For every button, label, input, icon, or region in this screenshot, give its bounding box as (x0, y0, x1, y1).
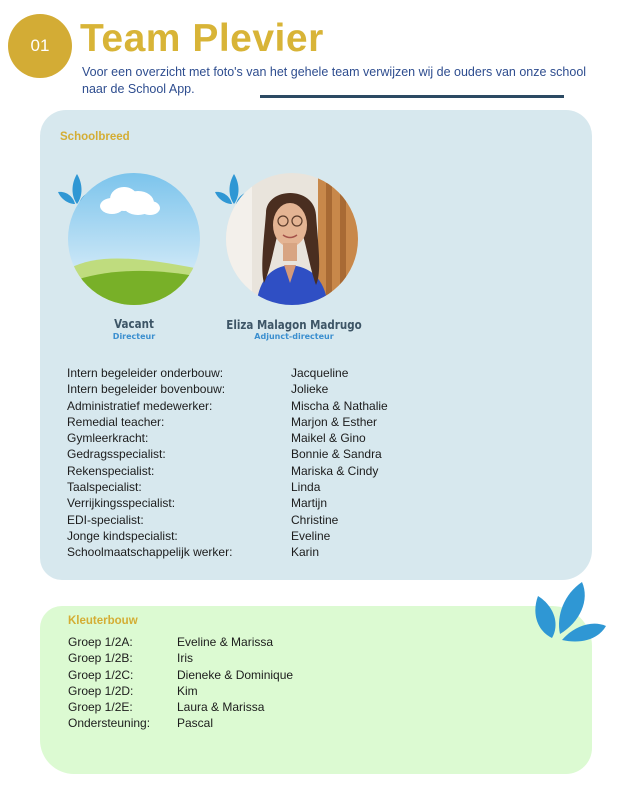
kleuterbouw-heading: Kleuterbouw (68, 615, 138, 627)
list-item (68, 683, 293, 699)
role-label: Remedial teacher: (67, 414, 165, 429)
group-names: Kim (177, 683, 198, 698)
title-underline (260, 95, 564, 98)
role-label: Verrijkingsspecialist: (67, 496, 176, 511)
group-label: Groep 1/2C: (68, 667, 134, 682)
role-list (67, 365, 388, 561)
role-label: Gedragsspecialist: (67, 447, 166, 462)
role-names: Eveline (291, 528, 331, 543)
role-label: Jonge kindspecialist: (67, 528, 178, 543)
role-names: Mariska & Cindy (291, 463, 379, 478)
role-label: Intern begeleider bovenbouw: (67, 382, 226, 397)
role-names: Marjon & Esther (291, 414, 378, 429)
section-number: 01 (30, 36, 50, 55)
role-names: Linda (291, 480, 321, 495)
list-item (67, 463, 388, 479)
person-role-directeur: Directeur (112, 332, 156, 341)
list-item (68, 699, 293, 715)
group-names: Iris (177, 651, 193, 666)
role-names: Bonnie & Sandra (291, 447, 382, 462)
group-label: Groep 1/2B: (68, 651, 133, 666)
leaf-cluster-icon (532, 578, 608, 644)
role-label: Taalspecialist: (67, 480, 142, 495)
role-names: Jacqueline (291, 366, 349, 380)
person-role-adjunct-director: Adjunct-directeur (254, 332, 334, 341)
role-names: Mischa & Nathalie (291, 398, 388, 413)
list-item (67, 512, 388, 528)
group-names: Pascal (177, 716, 214, 731)
group-list (68, 634, 293, 732)
group-label: Groep 1/2A: (68, 635, 133, 649)
list-item (67, 381, 388, 397)
group-names: Eveline & Marissa (177, 635, 274, 649)
list-item (68, 667, 293, 683)
group-label: Ondersteuning: (68, 716, 151, 731)
role-names: Karin (291, 545, 320, 560)
list-item (68, 715, 293, 731)
role-names: Maikel & Gino (291, 431, 366, 446)
list-item (67, 414, 388, 430)
group-names: Dieneke & Dominique (177, 667, 294, 682)
list-item (67, 528, 388, 544)
group-label: Groep 1/2D: (68, 683, 134, 698)
role-label: EDI-specialist: (67, 512, 144, 527)
page-title: Team Plevier (80, 17, 324, 60)
role-names: Martijn (291, 496, 328, 511)
person-name-adjunct-director: Eliza Malagon Madrugo (226, 318, 362, 332)
role-label: Schoolmaatschappelijk werker: (67, 545, 233, 560)
role-label: Rekenspecialist: (67, 463, 155, 478)
role-names: Jolieke (291, 382, 329, 397)
list-item (67, 495, 388, 511)
schoolbreed-heading: Schoolbreed (60, 131, 130, 143)
person-name-directeur: Vacant (114, 317, 154, 331)
intro-text: Voor een overzicht met foto's van het gehele team verwijzen wij de ouders van onze school naar de School App. (82, 65, 587, 96)
list-item (67, 365, 388, 381)
role-label: Gymleerkracht: (67, 431, 149, 446)
vacant-placeholder-photo (68, 173, 200, 305)
list-item (67, 430, 388, 446)
group-names: Laura & Marissa (177, 700, 265, 715)
list-item (68, 634, 293, 650)
role-label: Intern begeleider onderbouw: (67, 366, 224, 380)
section-number-badge (8, 14, 72, 78)
list-item (67, 479, 388, 495)
role-names: Christine (291, 512, 339, 527)
group-label: Groep 1/2E: (68, 700, 133, 715)
list-item (67, 398, 388, 414)
role-label: Administratief medewerker: (67, 398, 213, 413)
list-item (67, 446, 388, 462)
list-item (68, 650, 293, 666)
adjunct-director-photo (226, 173, 358, 305)
list-item (67, 544, 388, 560)
